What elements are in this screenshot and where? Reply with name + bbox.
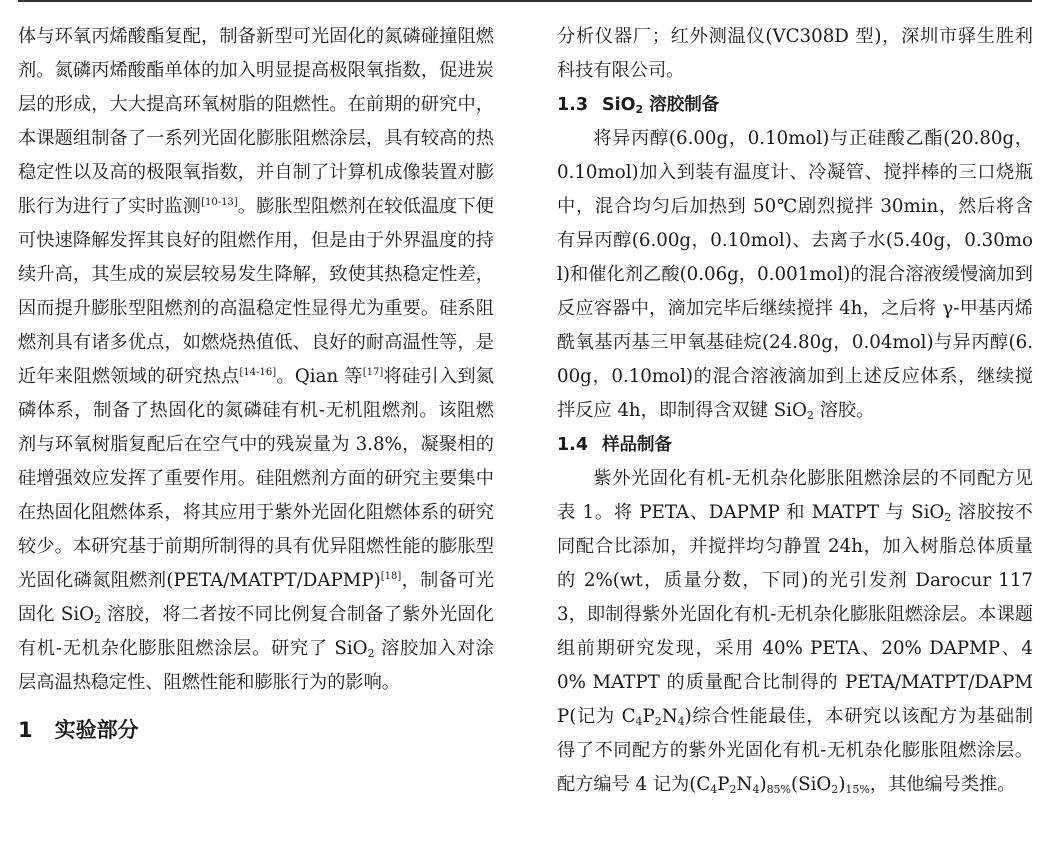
sol-text-a: 将异丙醇(6.00g，0.10mol)与正硅酸乙酯(20.80g，0.10mol)加入到装有温度计、冷凝管、搅拌棒的三口烧瓶中，混合均匀后加热到 50℃剧烈搅拌 30min，然后将含有异丙醇(6.00g，0.10mol)、去离子水(5.40g，0.30mol)和催化剂乙酸(0.06g，0.001mol)的混合溶液缓慢滴加到反应容器中，滴加完毕后继续搅拌 4h，之后将 γ-甲基丙烯酰氧基丙基三甲氧基硅烷(24.80g，0.04mol)与异丙醇(6.00g，0.10mol)的混合溶液滴加到上述反应体系，继续搅拌反应 4h，即制得含双键 SiO xyxy=(557,128,1033,421)
subscript-85-percent: 85% xyxy=(766,783,792,796)
prep-text-c: P xyxy=(642,706,655,727)
subscript-2: 2 xyxy=(635,103,644,116)
subscript-4: 4 xyxy=(677,715,685,728)
prep-text-a: 紫外光固化有机-无机杂化膨胀阻燃涂层的不同配方见表 1。将 PETA、DAPMP 和 MATPT 与 SiO xyxy=(557,468,1033,523)
prep-text-e: )综合性能最佳，本研究以该配方为基础制得了不同配方的紫外光固化有机-无机杂化膨胀阻燃涂层。配方编号 4 记为(C xyxy=(557,706,1034,795)
intro-text-d: 将硅引入到氮磷体系，制备了热固化的氮磷硅有机-无机阻燃剂。该阻燃剂与环氧树脂复配后在空气中的残炭量为 3.8%，凝聚相的硅增强效应发挥了重要作用。硅阻燃剂方面的研究主要集中在热固化阻燃体系，将其应用于紫外光固化阻燃体系的研究较少。本研究基于前期所制得的具有优异阻燃性能的膨胀型光固化磷氮阻燃剂(PETA/MATPT/DAPMP) xyxy=(18,366,494,591)
section-heading-experimental xyxy=(18,712,494,748)
subscript-4: 4 xyxy=(752,783,760,796)
top-rule xyxy=(18,0,1032,2)
prep-text-j: ) xyxy=(838,774,846,795)
subsection-heading-sample-prep xyxy=(557,428,1033,462)
intro-paragraph xyxy=(18,20,494,700)
intro-text-c: 。Qian 等 xyxy=(276,366,363,387)
citation-17: [17] xyxy=(362,367,384,378)
prep-text-i: (SiO xyxy=(791,774,832,795)
sol-text-b: 溶胶。 xyxy=(813,400,875,421)
subscript-4: 4 xyxy=(710,783,718,796)
subsection-title-b: 溶胶制备 xyxy=(643,95,720,115)
intro-text-b: 。膨胀型阻燃剂在较低温度下便可快速降解发挥其良好的阻燃作用，但是由于外界温度的持续升高，其生成的炭层较易发生降解，致使其热稳定性差，因而提升膨胀型阻燃剂的高温稳定性显得尤为重要。硅系阻燃剂具有诸多优点，如燃烧热值低、良好的耐高温性等，是近年来阻燃领域的研究热点 xyxy=(18,196,494,387)
intro-text-g: 溶胶加入对涂层高温热稳定性、阻燃性能和膨胀行为的影响。 xyxy=(18,638,494,693)
subscript-2: 2 xyxy=(94,613,102,626)
intro-text-f: 溶胶，将二者按不同比例复合制备了紫外光固化有机-无机杂化膨胀阻燃涂层。研究了 SiO xyxy=(18,604,494,659)
sio2-sol-paragraph xyxy=(557,122,1033,428)
subsection-number: 1.4 xyxy=(557,435,589,455)
subscript-2: 2 xyxy=(654,715,662,728)
subsection-title-a: SiO xyxy=(602,95,636,115)
instruments-paragraph: 分析仪器厂；红外测温仪(VC308D 型)，深圳市驿生胜利科技有限公司。 xyxy=(557,26,1033,81)
section-title: 实验部分 xyxy=(54,718,139,742)
subscript-4: 4 xyxy=(635,715,643,728)
prep-text-h: ) xyxy=(759,774,767,795)
prep-text-d: N xyxy=(661,706,678,727)
subscript-2: 2 xyxy=(367,647,375,660)
section-number: 1 xyxy=(18,718,33,742)
subscript-15-percent: 15% xyxy=(845,783,870,796)
subscript-2: 2 xyxy=(806,409,814,422)
subsection-number: 1.3 xyxy=(557,95,589,115)
prep-text-k: ，其他编号类推。 xyxy=(869,774,1016,795)
citation-18: [18] xyxy=(380,571,402,582)
subsection-title: 样品制备 xyxy=(602,435,673,455)
citation-14-16: [14-16] xyxy=(239,367,277,378)
intro-text-e: ，制备可光固化 SiO xyxy=(18,570,494,625)
intro-text-a: 体与环氧丙烯酸酯复配，制备新型可光固化的氮磷碰撞阻燃剂。氮磷丙烯酸酯单体的加入明显提高极限氧指数，促进炭层的形成，大大提高环氧树脂的阻燃性。在前期的研究中，本课题组制备了一系列光固化膨胀阻燃涂层，具有较高的热稳定性以及高的极限氧指数，并自制了计算机成像装置对膨胀行为进行了实时监测 xyxy=(18,26,494,217)
subscript-2: 2 xyxy=(729,783,737,796)
left-column xyxy=(18,20,494,748)
subscript-2: 2 xyxy=(831,783,839,796)
citation-10-13: [10-13] xyxy=(201,197,238,208)
sample-prep-paragraph xyxy=(557,462,1033,802)
prep-text-f: P xyxy=(717,774,730,795)
subsection-heading-sio2-sol xyxy=(557,88,1033,122)
subscript-2: 2 xyxy=(944,511,952,524)
right-column xyxy=(557,20,1033,802)
prep-text-g: N xyxy=(736,774,753,795)
prep-text-b: 溶胶按不同配合比添加，并搅拌均匀静置 24h，加入树脂总体质量的 2%(wt，质量分数，下同)的光引发剂 Darocur 1173，即制得紫外光固化有机-无机杂化膨胀阻燃涂层。本课题组前期研究发现，采用 40% PETA、20% DAPMP、40% MATPT 的质量配合比制得的 PETA/MATPT/DAPMP(记为 C xyxy=(557,502,1033,727)
